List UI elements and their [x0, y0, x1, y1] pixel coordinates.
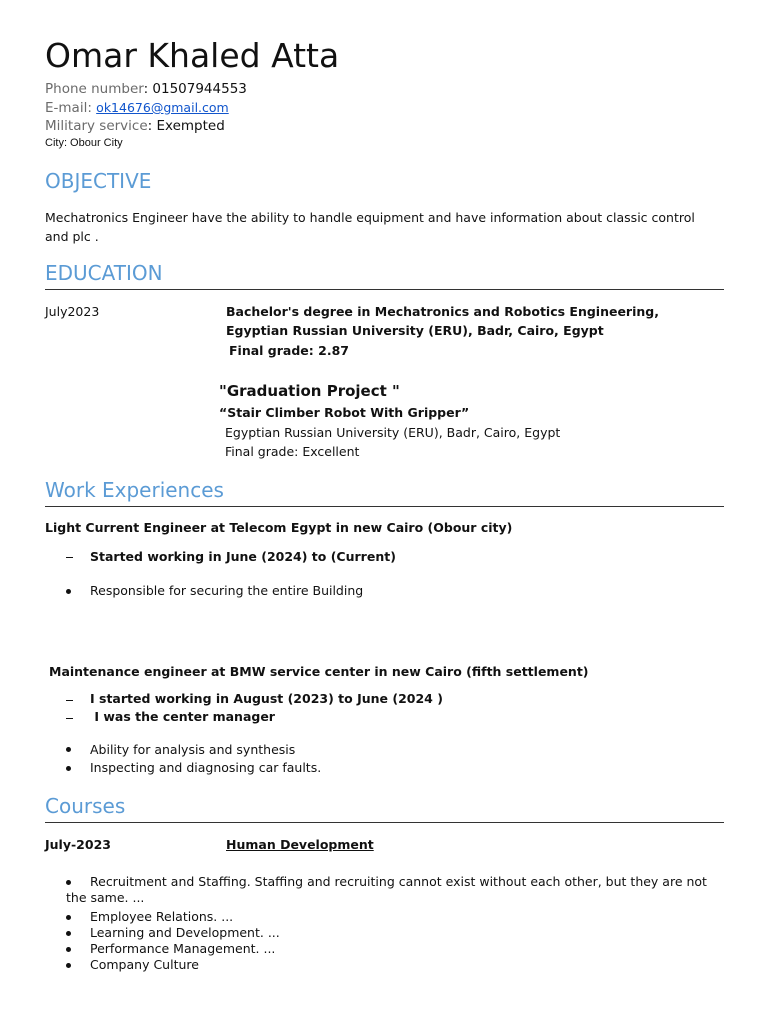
project-name: “Stair Climber Robot With Gripper”: [219, 405, 470, 420]
dash-marker: [66, 700, 73, 701]
course-bullet-1: Recruitment and Staffing. Staffing and recruiting cannot exist without each other, but they are not the same. ...: [66, 874, 707, 905]
degree-line-1: Bachelor's degree in Mechatronics and Robotics Engineering,: [226, 304, 659, 319]
phone-value: : 01507944553: [143, 81, 247, 97]
military-label: Military service: [45, 118, 148, 134]
course-bullet-5: Company Culture: [90, 957, 199, 972]
dash-marker: [66, 718, 73, 719]
phone-label: Phone number: [45, 81, 144, 97]
education-divider: [45, 289, 724, 290]
job2-dash-2: I was the center manager: [90, 709, 275, 724]
bullet-marker: [66, 766, 71, 771]
work-title: Work Experiences: [45, 478, 224, 502]
job2-bullet-1: Ability for analysis and synthesis: [90, 742, 296, 757]
objective-title: OBJECTIVE: [45, 169, 152, 193]
job2-dash-1: I started working in August (2023) to June (2024 ): [90, 691, 443, 706]
email-colon: :: [87, 100, 97, 116]
job2-bullet-2: Inspecting and diagnosing car faults.: [90, 760, 322, 775]
dash-marker: [66, 557, 73, 558]
bullet-marker: [66, 963, 71, 968]
phone-line: [45, 81, 247, 97]
email-link[interactable]: ok14676@gmail.com: [96, 100, 229, 115]
project-title: "Graduation Project ": [219, 382, 400, 400]
course-date: July-2023: [45, 837, 111, 852]
bullet-marker: [66, 747, 71, 752]
work-divider: [45, 506, 724, 507]
education-title: EDUCATION: [45, 261, 163, 285]
course-name: Human Development: [226, 837, 374, 852]
objective-text: Mechatronics Engineer have the ability to handle equipment and have information about classic control and plc .: [45, 210, 695, 244]
bullet-marker: [66, 589, 71, 594]
job2-heading: Maintenance engineer at BMW service center in new Cairo (fifth settlement): [49, 664, 589, 679]
job1-heading: Light Current Engineer at Telecom Egypt in new Cairo (Obour city): [45, 520, 513, 535]
course-bullet-2: Employee Relations. ...: [90, 909, 234, 924]
bullet-marker: [66, 915, 71, 920]
military-line: [45, 118, 225, 134]
courses-title: Courses: [45, 794, 126, 818]
email-label: E-mail: [45, 100, 88, 116]
job1-bullet-1: Responsible for securing the entire Building: [90, 583, 364, 598]
project-grade: Final grade: Excellent: [225, 444, 360, 459]
email-line: [45, 100, 229, 116]
military-value: : Exempted: [147, 118, 225, 134]
bullet-marker: [66, 931, 71, 936]
degree-line-2: Egyptian Russian University (ERU), Badr, Cairo, Egypt: [226, 323, 604, 338]
job1-dash-1: Started working in June (2024) to (Current): [90, 549, 396, 564]
education-date: July2023: [45, 304, 100, 319]
project-university: Egyptian Russian University (ERU), Badr, Cairo, Egypt: [225, 425, 561, 440]
degree-grade: Final grade: 2.87: [229, 343, 349, 358]
courses-divider: [45, 822, 724, 823]
candidate-name: Omar Khaled Atta: [45, 36, 340, 75]
course-bullet-3: Learning and Development. ...: [90, 925, 280, 940]
course-bullet-4: Performance Management. ...: [90, 941, 276, 956]
bullet-marker: [66, 947, 71, 952]
city-line: City: Obour City: [45, 137, 123, 149]
